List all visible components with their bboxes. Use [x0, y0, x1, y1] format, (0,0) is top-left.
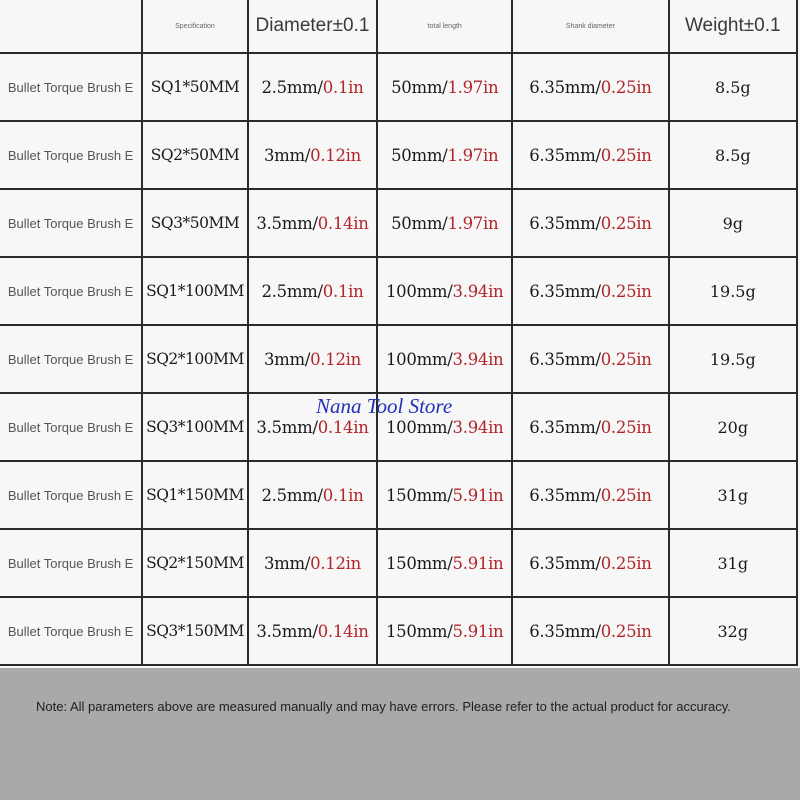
length-in: 5.91in: [452, 553, 504, 573]
shank-mm: 6.35mm: [529, 77, 596, 97]
specification-cell: SQ1*150MM: [142, 461, 248, 529]
diameter-mm: 3.5mm: [256, 417, 313, 437]
specification-cell: SQ3*100MM: [142, 393, 248, 461]
diameter-in: 0.1in: [322, 77, 364, 97]
product-name-cell: Bullet Torque Brush E: [0, 325, 142, 393]
shank-mm: 6.35mm: [529, 417, 596, 437]
table-row: [0, 257, 797, 325]
header-product: [0, 0, 142, 53]
length-mm: 100mm: [385, 349, 448, 369]
weight-cell: 32g: [669, 597, 797, 665]
length-in: 3.94in: [452, 281, 504, 301]
specification-cell: SQ2*100MM: [142, 325, 248, 393]
length-mm: 50mm: [391, 77, 443, 97]
diameter-mm: 2.5mm: [261, 485, 318, 505]
unit-separator: /: [312, 621, 318, 641]
weight-cell: 31g: [669, 529, 797, 597]
total-length-cell: [377, 53, 512, 121]
diameter-cell: [248, 257, 377, 325]
shank-in: 0.25in: [600, 145, 652, 165]
product-name-cell: Bullet Torque Brush E: [0, 461, 142, 529]
disclaimer-note: Note: All parameters above are measured manually and may have errors. Please refer to the actual product for accuracy.: [36, 699, 731, 714]
shank-in: 0.25in: [600, 213, 652, 233]
diameter-in: 0.12in: [310, 145, 361, 165]
shank-in: 0.25in: [600, 281, 652, 301]
shank-diameter-cell: [512, 529, 668, 597]
diameter-in: 0.12in: [310, 553, 361, 573]
table-row: [0, 53, 797, 121]
product-name-cell: Bullet Torque Brush E: [0, 529, 142, 597]
shank-in: 0.25in: [600, 621, 652, 641]
length-mm: 150mm: [385, 485, 448, 505]
unit-separator: /: [442, 145, 448, 165]
diameter-mm: 3.5mm: [256, 621, 313, 641]
table-row: [0, 529, 797, 597]
total-length-cell: [377, 325, 512, 393]
unit-separator: /: [595, 349, 601, 369]
unit-separator: /: [317, 77, 323, 97]
diameter-in: 0.12in: [310, 349, 361, 369]
product-name-cell: Bullet Torque Brush E: [0, 189, 142, 257]
shank-in: 0.25in: [600, 485, 652, 505]
unit-separator: /: [317, 281, 323, 301]
unit-separator: /: [442, 213, 448, 233]
shank-mm: 6.35mm: [529, 349, 596, 369]
length-mm: 150mm: [385, 553, 448, 573]
header-specification: Specification: [142, 0, 248, 53]
diameter-cell: [248, 325, 377, 393]
weight-cell: 9g: [669, 189, 797, 257]
unit-separator: /: [595, 621, 601, 641]
specification-cell: SQ3*50MM: [142, 189, 248, 257]
diameter-mm: 3mm: [263, 349, 305, 369]
total-length-cell: [377, 529, 512, 597]
total-length-cell: [377, 189, 512, 257]
specification-cell: SQ1*100MM: [142, 257, 248, 325]
diameter-mm: 2.5mm: [261, 281, 318, 301]
diameter-cell: [248, 189, 377, 257]
diameter-mm: 2.5mm: [261, 77, 318, 97]
unit-separator: /: [447, 349, 453, 369]
unit-separator: /: [595, 417, 601, 437]
header-total-length: total length: [377, 0, 512, 53]
header-diameter: Diameter±0.1: [248, 0, 377, 53]
total-length-cell: [377, 461, 512, 529]
unit-separator: /: [447, 621, 453, 641]
total-length-cell: [377, 597, 512, 665]
unit-separator: /: [447, 281, 453, 301]
diameter-mm: 3mm: [263, 145, 305, 165]
shank-diameter-cell: [512, 325, 668, 393]
header-weight: Weight±0.1: [669, 0, 797, 53]
shank-mm: 6.35mm: [529, 281, 596, 301]
unit-separator: /: [447, 417, 453, 437]
shank-diameter-cell: [512, 461, 668, 529]
store-watermark: Nana Tool Store: [316, 394, 453, 418]
shank-mm: 6.35mm: [529, 145, 596, 165]
diameter-cell: [248, 461, 377, 529]
diameter-cell: [248, 53, 377, 121]
diameter-in: 0.1in: [322, 281, 364, 301]
unit-separator: /: [595, 485, 601, 505]
unit-separator: /: [595, 281, 601, 301]
specification-cell: SQ2*50MM: [142, 121, 248, 189]
table-header-row: [0, 0, 797, 53]
weight-cell: 19.5g: [669, 325, 797, 393]
shank-mm: 6.35mm: [529, 485, 596, 505]
shank-mm: 6.35mm: [529, 621, 596, 641]
weight-cell: 8.5g: [669, 121, 797, 189]
shank-diameter-cell: [512, 597, 668, 665]
unit-separator: /: [304, 553, 311, 573]
length-mm: 150mm: [385, 621, 448, 641]
table-row: [0, 189, 797, 257]
shank-in: 0.25in: [600, 77, 652, 97]
length-in: 5.91in: [452, 485, 504, 505]
specification-cell: SQ2*150MM: [142, 529, 248, 597]
product-name-cell: Bullet Torque Brush E: [0, 257, 142, 325]
unit-separator: /: [317, 485, 323, 505]
shank-in: 0.25in: [600, 553, 652, 573]
shank-diameter-cell: [512, 121, 668, 189]
diameter-in: 0.1in: [322, 485, 364, 505]
shank-diameter-cell: [512, 393, 668, 461]
table-row: [0, 121, 797, 189]
product-name-cell: Bullet Torque Brush E: [0, 121, 142, 189]
total-length-cell: [377, 257, 512, 325]
diameter-in: 0.14in: [317, 417, 369, 437]
diameter-mm: 3mm: [263, 553, 305, 573]
product-name-cell: Bullet Torque Brush E: [0, 393, 142, 461]
unit-separator: /: [304, 349, 311, 369]
unit-separator: /: [595, 77, 601, 97]
unit-separator: /: [447, 485, 453, 505]
length-in: 1.97in: [447, 77, 499, 97]
unit-separator: /: [595, 213, 601, 233]
diameter-in: 0.14in: [317, 621, 369, 641]
shank-mm: 6.35mm: [529, 553, 596, 573]
table-body: [0, 53, 797, 665]
table-row: [0, 461, 797, 529]
unit-separator: /: [595, 553, 601, 573]
weight-cell: 31g: [669, 461, 797, 529]
unit-separator: /: [595, 145, 601, 165]
length-mm: 100mm: [385, 281, 448, 301]
diameter-in: 0.14in: [317, 213, 369, 233]
total-length-cell: [377, 121, 512, 189]
length-in: 1.97in: [447, 145, 499, 165]
unit-separator: /: [312, 417, 318, 437]
unit-separator: /: [447, 553, 453, 573]
diameter-cell: [248, 529, 377, 597]
shank-diameter-cell: [512, 53, 668, 121]
table-row: [0, 325, 797, 393]
length-in: 3.94in: [452, 417, 504, 437]
diameter-mm: 3.5mm: [256, 213, 313, 233]
unit-separator: /: [442, 77, 448, 97]
product-name-cell: Bullet Torque Brush E: [0, 597, 142, 665]
shank-diameter-cell: [512, 257, 668, 325]
unit-separator: /: [304, 145, 311, 165]
diameter-cell: [248, 597, 377, 665]
length-mm: 50mm: [391, 213, 443, 233]
length-in: 5.91in: [452, 621, 504, 641]
table-row: [0, 597, 797, 665]
specification-cell: SQ1*50MM: [142, 53, 248, 121]
shank-in: 0.25in: [600, 417, 652, 437]
length-in: 3.94in: [452, 349, 504, 369]
shank-diameter-cell: [512, 189, 668, 257]
shank-in: 0.25in: [600, 349, 652, 369]
shank-mm: 6.35mm: [529, 213, 596, 233]
length-in: 1.97in: [447, 213, 499, 233]
length-mm: 50mm: [391, 145, 443, 165]
length-mm: 100mm: [385, 417, 448, 437]
unit-separator: /: [312, 213, 318, 233]
weight-cell: 8.5g: [669, 53, 797, 121]
weight-cell: 20g: [669, 393, 797, 461]
specification-cell: SQ3*150MM: [142, 597, 248, 665]
weight-cell: 19.5g: [669, 257, 797, 325]
product-name-cell: Bullet Torque Brush E: [0, 53, 142, 121]
diameter-cell: [248, 121, 377, 189]
header-shank-diameter: Shank diameter: [512, 0, 668, 53]
